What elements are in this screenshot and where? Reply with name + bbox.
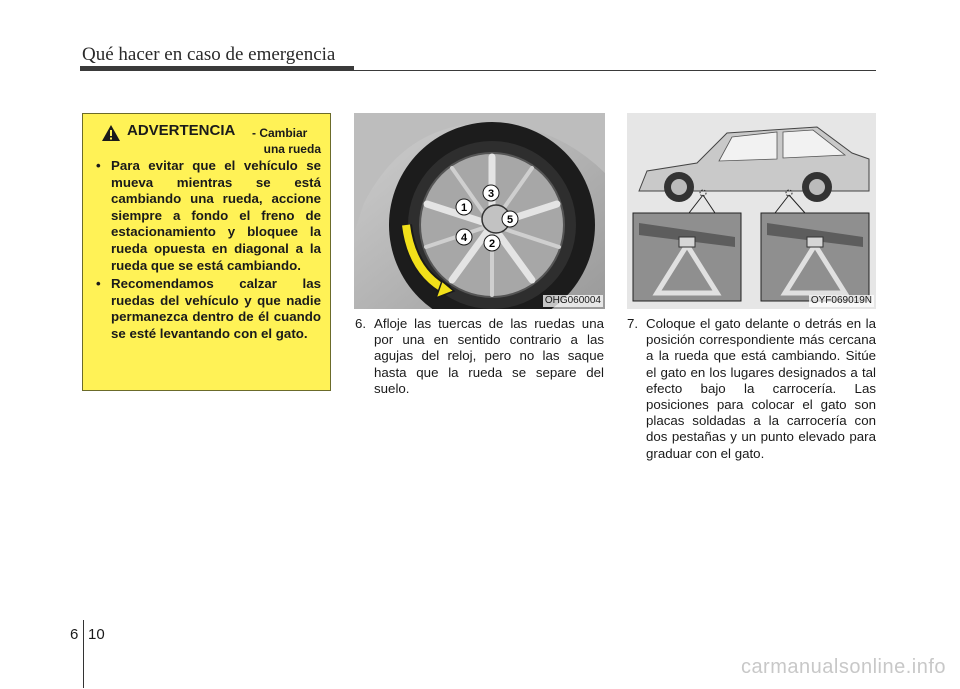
step-number: 6. bbox=[355, 316, 367, 331]
wheel-figure-code: OHG060004 bbox=[544, 295, 601, 306]
step-7 bbox=[627, 316, 876, 462]
bullet-dot: • bbox=[96, 158, 101, 173]
lug-number-3: 3 bbox=[487, 188, 495, 200]
footer-divider bbox=[83, 620, 84, 688]
warning-bullet bbox=[95, 158, 321, 274]
warning-header bbox=[95, 120, 321, 158]
warning-subtitle-line1: - Cambiar bbox=[252, 126, 308, 140]
page-header-title: Qué hacer en caso de emergencia bbox=[82, 44, 336, 65]
jack-figure-code: OYF069019N bbox=[810, 295, 872, 306]
header-bar bbox=[80, 66, 354, 71]
lug-number-1: 1 bbox=[460, 202, 468, 214]
jack-figure bbox=[627, 113, 876, 309]
footer-section-number: 6 bbox=[70, 626, 79, 643]
lug-number-2: 2 bbox=[488, 238, 496, 250]
warning-triangle-icon bbox=[101, 124, 121, 142]
warning-bullet-text: Recomendamos calzar las ruedas del vehículo y que nadie permanezca dentro de él cuando se esté levantando con el gato. bbox=[111, 276, 321, 341]
watermark-text: carmanualsonline.info bbox=[740, 656, 946, 678]
warning-title: ADVERTENCIA bbox=[127, 122, 236, 139]
wheel-figure bbox=[354, 113, 605, 309]
warning-box bbox=[82, 113, 331, 391]
warning-subtitle-line2: una rueda bbox=[263, 142, 321, 156]
step-text: Afloje las tuercas de las ruedas una por una en sentido contrario a las agujas del reloj, pero no las saque hasta que la rueda se separe del suelo. bbox=[374, 316, 604, 396]
footer-page-number: 10 bbox=[88, 626, 105, 643]
step-text: Coloque el gato delante o detrás en la posición correspondiente más cercana a la rueda que está cambiando. Sitúe el gato en los lugares designados a tal efecto bajo la carrocería. Las posiciones para colocar el gato son placas soldadas a la carrocería con dos pestañas y un punto elevado para graduar con el gato. bbox=[646, 316, 876, 461]
header-rule bbox=[354, 70, 876, 71]
step-number: 7. bbox=[627, 316, 639, 331]
lug-number-labels bbox=[354, 113, 605, 309]
car-jack-illustration bbox=[627, 113, 876, 309]
lug-number-4: 4 bbox=[460, 232, 468, 244]
bullet-dot: • bbox=[96, 276, 101, 292]
warning-bullet-text: Para evitar que el vehículo se mueva mientras se está cambiando una rueda, accione siempre a fondo el freno de estacionamiento y bloquee la rueda opuesta en diagonal a la rueda que se está cambiando. bbox=[111, 158, 321, 273]
warning-bullet bbox=[95, 276, 321, 342]
lug-number-5: 5 bbox=[506, 214, 514, 226]
step-6 bbox=[355, 316, 604, 397]
